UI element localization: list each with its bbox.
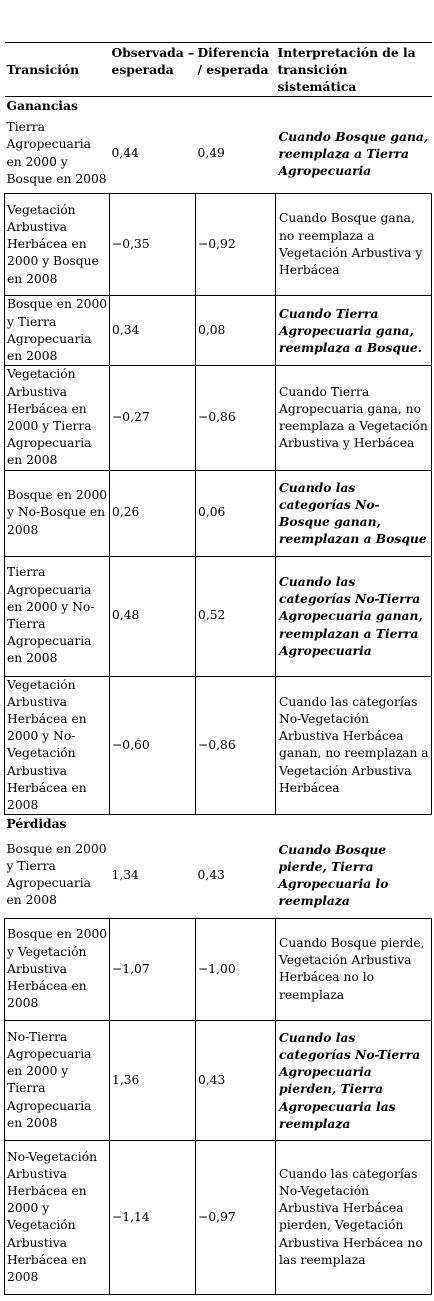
cell-interpretacion: Cuando las categorías No-Vegetación Arbustiva Herbácea ganan, no reemplazan a Vegetación Arbustiva Herbácea xyxy=(276,676,432,815)
cell-transicion: No-Tierra Agropecuaria en 2000 y Tierra Agropecuaria en 2008 xyxy=(5,1020,110,1140)
cell-observada: 0,26 xyxy=(110,470,196,556)
table-row xyxy=(5,470,432,556)
table-row xyxy=(5,676,432,815)
table-row xyxy=(5,832,432,918)
cell-observada: −1,07 xyxy=(110,918,196,1020)
section-row-perdidas xyxy=(5,815,432,833)
cell-observada: −0,27 xyxy=(110,366,196,470)
cell-diferencia: 0,52 xyxy=(196,556,276,676)
cell-diferencia: 0,49 xyxy=(197,145,225,160)
cell-observada: −0,35 xyxy=(110,194,196,296)
header-transicion: Transición xyxy=(5,43,110,97)
table-row xyxy=(5,194,432,296)
cell-diferencia: 0,43 xyxy=(196,832,276,918)
cell-transicion: Bosque en 2000 y Vegetación Arbustiva Herbácea en 2008 xyxy=(5,918,110,1020)
table-row xyxy=(5,366,432,470)
table-row xyxy=(5,1140,432,1294)
cell-interpretacion: Cuando Bosque gana, reemplaza a Tierra Agropecuaria xyxy=(278,128,429,179)
cell-interpretacion: Cuando Bosque gana, no reemplaza a Vegetación Arbustiva y Herbácea xyxy=(276,194,432,296)
cell-transicion: Vegetación Arbustiva Herbácea en 2000 y Bosque en 2008 xyxy=(5,194,110,296)
cell-interpretacion: Cuando las categorías No-Bosque ganan, reemplazan a Bosque xyxy=(276,470,432,556)
cell-transicion: No-Vegetación Arbustiva Herbácea en 2000 y Vegetación Arbustiva Herbácea en 2008 xyxy=(5,1140,110,1294)
transition-table xyxy=(4,42,432,1295)
section-label-ganancias: Ganancias xyxy=(6,97,78,113)
cell-transicion: Bosque en 2000 y No-Bosque en 2008 xyxy=(5,470,110,556)
cell-diferencia: −0,86 xyxy=(196,676,276,815)
cell-observada: −0,60 xyxy=(110,676,196,815)
table-row xyxy=(5,556,432,676)
cell-interpretacion: Cuando Tierra Agropecuaria gana, no reemplaza a Vegetación Arbustiva y Herbácea xyxy=(276,366,432,470)
section-label-perdidas: Pérdidas xyxy=(6,816,67,832)
header-diferencia: Diferencia / esperada xyxy=(196,43,276,97)
table-row xyxy=(5,296,432,366)
cell-transicion: Tierra Agropecuaria en 2000 y Bosque en 2008 xyxy=(6,120,107,186)
cell-interpretacion: Cuando Tierra Agropecuaria gana, reemplaza a Bosque. xyxy=(276,296,432,366)
table-row xyxy=(5,114,432,194)
cell-observada: 0,44 xyxy=(111,145,139,160)
cell-interpretacion: Cuando Bosque pierde, Vegetación Arbustiva Herbácea no lo reemplaza xyxy=(276,918,432,1020)
cell-interpretacion: Cuando las categorías No-Tierra Agropecuaria ganan, reemplazan a Tierra Agropecuaria xyxy=(276,556,432,676)
header-observada: Observada – esperada xyxy=(110,43,196,97)
cell-transicion: Tierra Agropecuaria en 2000 y No-Tierra Agropecuaria en 2008 xyxy=(5,556,110,676)
cell-observada: −1,14 xyxy=(110,1140,196,1294)
cell-interpretacion: Cuando Bosque pierde, Tierra Agropecuaria lo reemplaza xyxy=(276,832,432,918)
section-row-ganancias xyxy=(5,96,432,114)
table-row xyxy=(5,1020,432,1140)
cell-transicion: Vegetación Arbustiva Herbácea en 2000 y Tierra Agropecuaria en 2008 xyxy=(5,366,110,470)
cell-interpretacion: Cuando las categorías No-Vegetación Arbustiva Herbácea pierden, Vegetación Arbustiva Herbácea no las reemplaza xyxy=(276,1140,432,1294)
cell-transicion: Vegetación Arbustiva Herbácea en 2000 y No-Vegetación Arbustiva Herbácea en 2008 xyxy=(5,676,110,815)
cell-diferencia: −0,92 xyxy=(196,194,276,296)
cell-observada: 1,34 xyxy=(110,832,196,918)
cell-transicion: Bosque en 2000 y Tierra Agropecuaria en 2008 xyxy=(5,296,110,366)
cell-observada: 0,34 xyxy=(110,296,196,366)
table-row xyxy=(5,918,432,1020)
transition-table-document xyxy=(4,42,431,1295)
cell-diferencia: 0,08 xyxy=(196,296,276,366)
cell-diferencia: −0,97 xyxy=(196,1140,276,1294)
cell-interpretacion: Cuando las categorías No-Tierra Agropecuaria pierden, Tierra Agropecuaria las reemplaza xyxy=(276,1020,432,1140)
cell-observada: 1,36 xyxy=(110,1020,196,1140)
cell-diferencia: 0,43 xyxy=(196,1020,276,1140)
cell-diferencia: 0,06 xyxy=(196,470,276,556)
cell-observada: 0,48 xyxy=(110,556,196,676)
table-header-row xyxy=(5,43,432,97)
cell-diferencia: −0,86 xyxy=(196,366,276,470)
cell-transicion: Bosque en 2000 y Tierra Agropecuaria en 2008 xyxy=(5,832,110,918)
cell-diferencia: −1,00 xyxy=(196,918,276,1020)
header-interpretacion: Interpretación de la transición sistemática xyxy=(276,43,432,97)
